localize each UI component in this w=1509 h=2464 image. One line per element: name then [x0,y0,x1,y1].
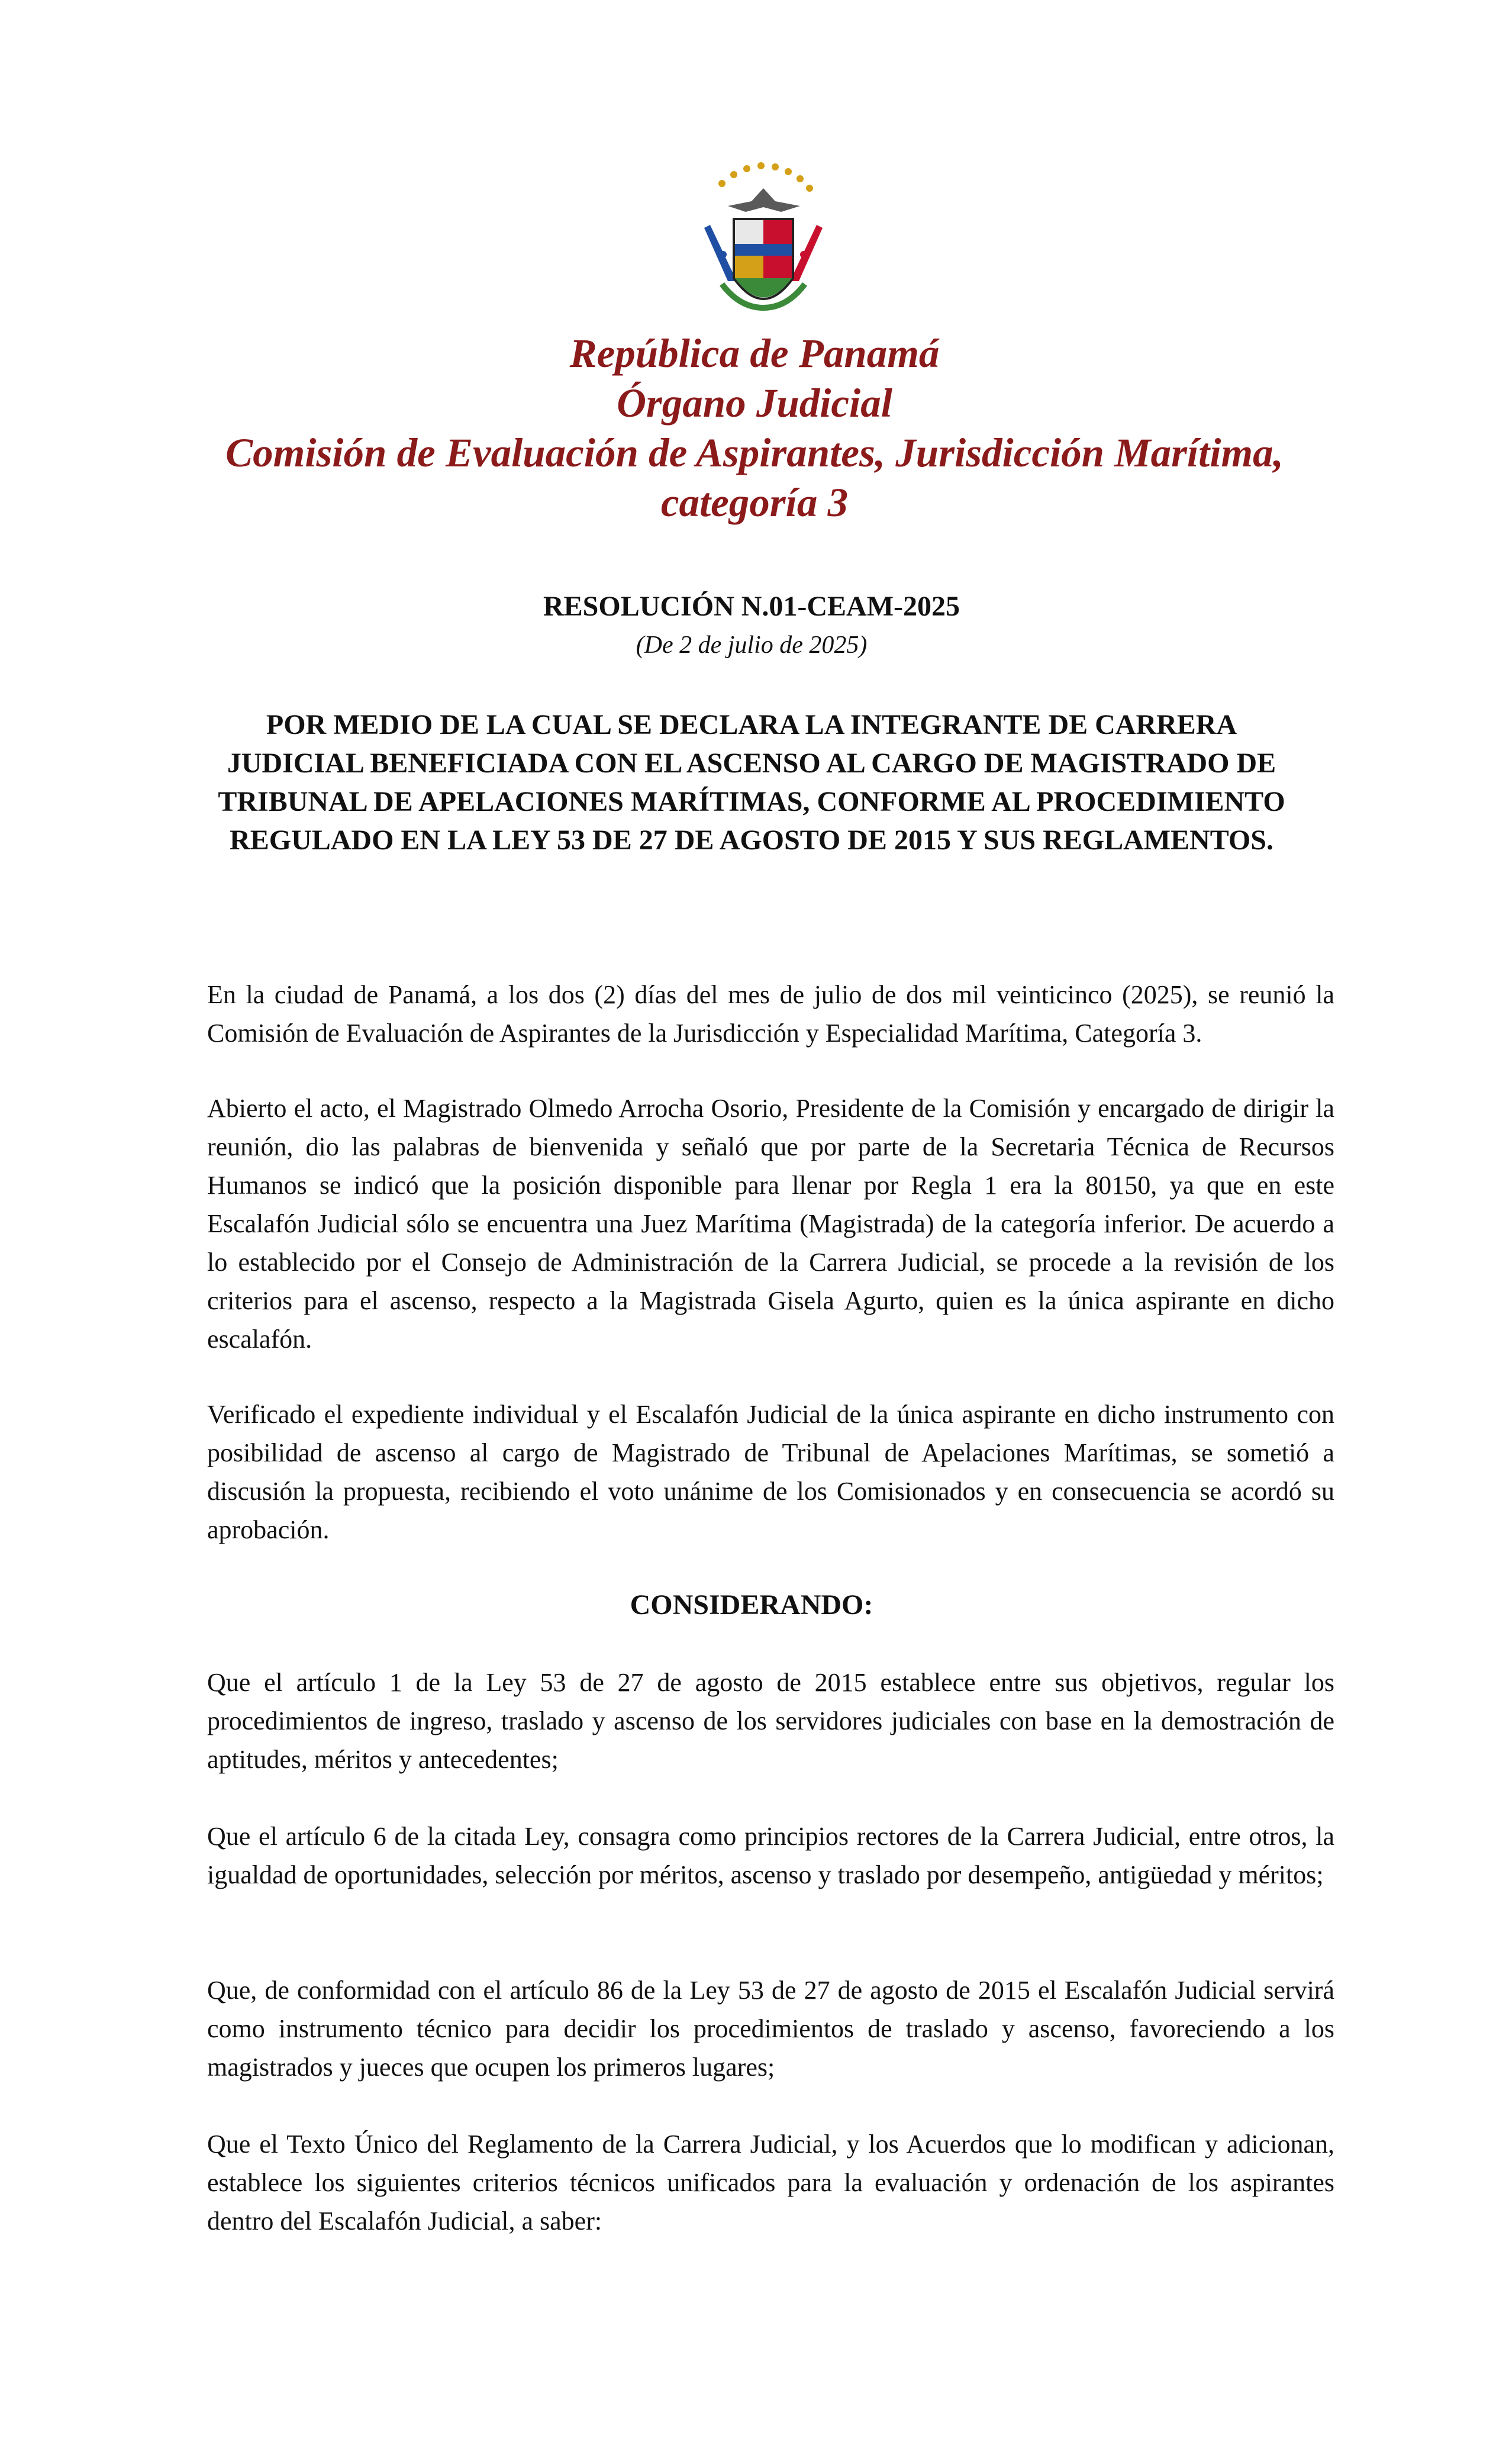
paragraph-reglamento: Que el Texto Único del Reglamento de la Carrera Judicial, y los Acuerdos que lo modifican y adicionan, establece los siguientes criterios técnicos unificados para la evaluación y ordenación de los aspirantes dentro del Escalafón Judicial, a saber: [207,2130,1334,2236]
paragraph-article-86: Que, de conformidad con el artículo 86 de la Ley 53 de 27 de agosto de 2015 el Escalafón Judicial servirá como instrumento técnico para decidir los procedimientos de traslado y ascenso, favoreciendo a los magistrados y jueces que ocupen los primeros lugares; [207,1976,1334,2082]
commission-category: categoría 3 [660,480,849,525]
considerando-heading: CONSIDERANDO: [630,1589,873,1621]
commission-name: Comisión de Evaluación de Aspirantes, Jurisdicción Marítima, [225,430,1284,475]
coat-of-arms-icon [686,160,840,337]
paragraph-meeting: En la ciudad de Panamá, a los dos (2) días del mes de julio de dos mil veinticinco (2025), se reunió la Comisión de Evaluación de Aspirantes de la Jurisdicción y Especialidad Marítima, Categoría 3. [207,980,1334,1048]
republic-name: República de Panamá [569,331,940,376]
resolution-date: (De 2 de julio de 2025) [636,632,868,659]
paragraph-article-1: Que el artículo 1 de la Ley 53 de 27 de agosto de 2015 establece entre sus objetivos, regular los procedimientos de ingreso, traslado y ascenso de los servidores judiciales con base en la demostración de aptitudes, méritos y antecedentes; [207,1668,1334,1774]
paragraph-opening: Abierto el acto, el Magistrado Olmedo Arrocha Osorio, Presidente de la Comisión y encargado de dirigir la reunión, dio las palabras de bienvenida y señaló que por parte de la Secretaria Técnica de Recursos Humanos se indicó que la posición disponible para llenar por Regla 1 era la 80150, ya que en este Escalafón Judicial sólo se encuentra una Juez Marítima (Magistrada) de la categoría inferior. De acuerdo a lo establecido por el Consejo de Administración de la Carrera Judicial, se procede a la revisión de los criterios para el ascenso, respecto a la Magistrada Gisela Agurto, quien es la única aspirante en dicho escalafón. [207,1094,1334,1354]
resolution-number: RESOLUCIÓN N.01-CEAM-2025 [543,591,960,622]
resolution-subject: POR MEDIO DE LA CUAL SE DECLARA LA INTEGRANTE DE CARRERA JUDICIAL BENEFICIADA CON EL ASCENSO AL CARGO DE MAGISTRADO DE TRIBUNAL DE APELACIONES MARÍTIMAS, CONFORME AL PROCEDIMIENTO REGULADO EN LA LEY 53 DE 27 DE AGOSTO DE 2015 Y SUS REGLAMENTOS. [218,709,1285,856]
organ-name: Órgano Judicial [617,381,892,426]
institution-header [118,328,1391,527]
paragraph-article-6: Que el artículo 6 de la citada Ley, consagra como principios rectores de la Carrera Judicial, entre otros, la igualdad de oportunidades, selección por méritos, ascenso y traslado por desempeño, antigüedad y méritos; [207,1822,1334,1889]
paragraph-verification: Verificado el expediente individual y el Escalafón Judicial de la única aspirante en dicho instrumento con posibilidad de ascenso al cargo de Magistrado de Tribunal de Apelaciones Marítimas, se sometió a discusión la propuesta, recibiendo el voto unánime de los Comisionados y en consecuencia se acordó su aprobación. [207,1400,1334,1544]
